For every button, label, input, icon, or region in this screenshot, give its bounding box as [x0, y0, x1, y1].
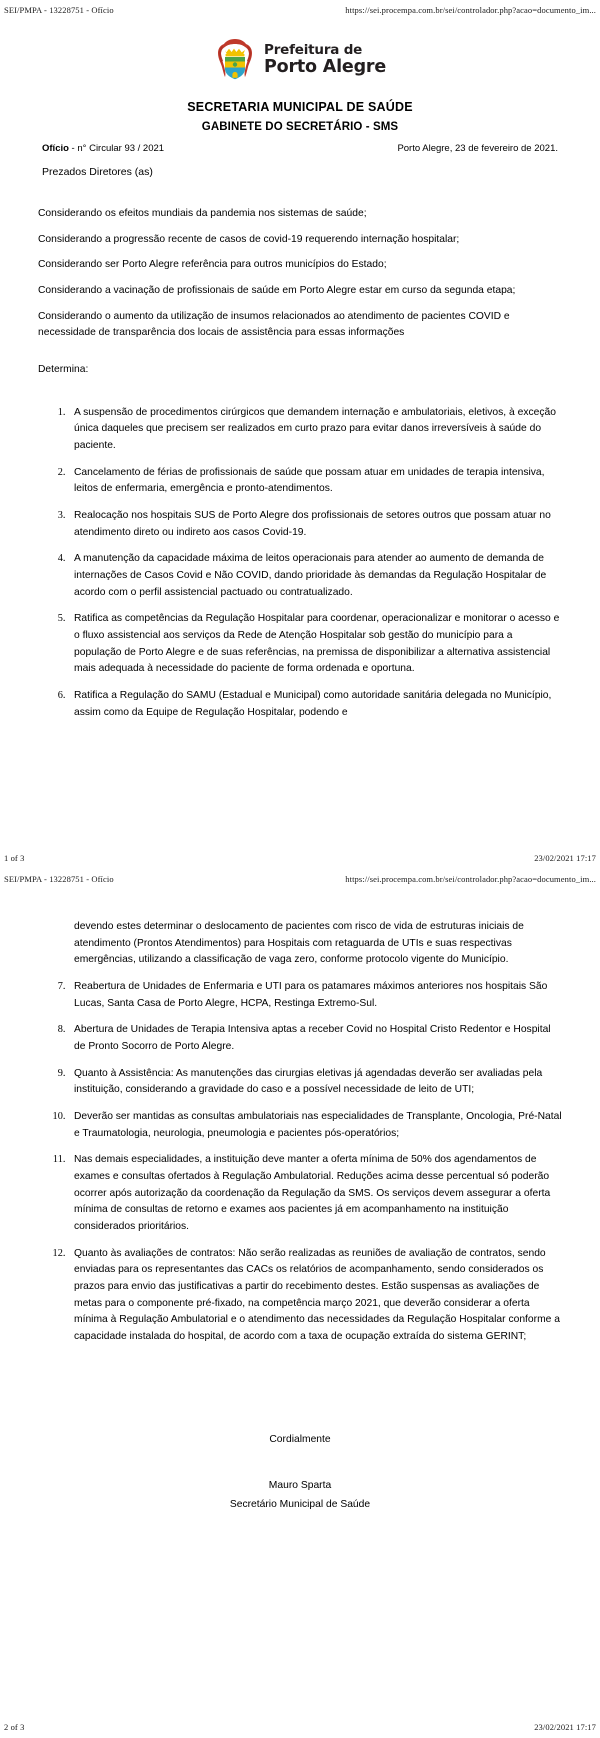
determination-item-8: 8. Abertura de Unidades de Terapia Intensiva aptas a receber Covid no Hospital Cristo Redentor e Hospital de Pronto Socorro de Porto Alegre.	[68, 1022, 562, 1055]
determinations-list-page-2	[38, 979, 562, 1346]
considerando-5: Considerando o aumento da utilização de insumos relacionados ao atendimento de pacientes COVID e necessidade de transparência dos locais de assistência para essas informações	[38, 310, 510, 339]
determination-item-11: 11. Nas demais especialidades, a instituição deve manter a oferta mínima de 50% dos agendamentos de exames e consultas ofertados à Regulação Ambulatorial. Reduções acima desse percentual só poderão ocorrer após autorização da coordenação da Regulação da SMS. Os serviços devem assegurar a oferta mínima de consultas de retorno e exames aos pacientes já em acompanhamento na instituição considerados prioritários.	[68, 1152, 562, 1235]
prefeitura-logo	[38, 34, 562, 86]
oficio-identifier	[42, 143, 164, 154]
document-content-page-1	[0, 34, 600, 731]
print-header-document-id-page-2: SEI/PMPA - 13228751 - Ofício	[4, 874, 114, 884]
print-header-page-2	[0, 874, 600, 884]
oficio-label: Ofício	[42, 143, 69, 154]
logo-line-1: Prefeitura de	[264, 42, 363, 58]
determination-item-7: 7. Reabertura de Unidades de Enfermaria e UTI para os patamares máximos anteriores nos hospitais São Lucas, Santa Casa de Porto Alegre, HCPA, Restinga Extremo-Sul.	[68, 979, 562, 1012]
place-and-date: Porto Alegre, 23 de fevereiro de 2021.	[397, 143, 558, 154]
determination-item-6-continuation: devendo estes determinar o deslocamento de pacientes com risco de vida de estruturas iniciais de atendimento (Prontos Atendimentos) para Hospitais com retaguarda de UTIs e suas respectivas emergências, utilizando a classificação de vaga zero, conforme protocolo vigente do Município.	[74, 921, 524, 966]
secretaria-title: SECRETARIA MUNICIPAL DE SAÚDE	[187, 100, 413, 114]
print-header-document-id: SEI/PMPA - 13228751 - Ofício	[4, 5, 114, 15]
signatory-name: Mauro Sparta	[268, 1480, 332, 1492]
determination-item-1: 1. A suspensão de procedimentos cirúrgicos que demandem internação e ambulatoriais, eletivos, à exceção única daqueles que precisem ser realizados em curto prazo para evitar danos irreversíveis à saúde do paciente.	[68, 405, 562, 455]
print-header-url-page-2: https://sei.procempa.com.br/sei/controlador.php?acao=documento_im...	[345, 874, 596, 884]
determination-item-6: 6. Ratifica a Regulação do SAMU (Estadual e Municipal) como autoridade sanitária delegada no Município, assim como da Equipe de Regulação Hospitalar, podendo e	[68, 688, 562, 721]
considerando-1: Considerando os efeitos mundiais da pandemia nos sistemas de saúde;	[38, 208, 367, 219]
determination-item-3: 3. Realocação nos hospitais SUS de Porto Alegre dos profissionais de setores outros que possam atuar no atendimento direto ou indireto aos casos Covid-19.	[68, 508, 562, 541]
document-content-page-2	[0, 919, 600, 1514]
determination-item-9: 9. Quanto à Assistência: As manutenções das cirurgias eletivas já agendadas deverão ser avaliadas pela instituição, considerando a gravidade do caso e a possível necessidade de leito de UTI;	[68, 1066, 562, 1099]
print-footer-page-1	[0, 853, 600, 863]
determinations-list-page-1	[38, 405, 562, 722]
gabinete-subtitle: GABINETE DO SECRETÁRIO - SMS	[201, 121, 399, 133]
considerando-3: Considerando ser Porto Alegre referência para outros municípios do Estado;	[38, 259, 387, 271]
determination-item-4: 4. A manutenção da capacidade máxima de leitos operacionais para atender ao aumento de demanda de internações de Casos Covid e Não COVID, dando prioridade às demandas da Regulação Hospitalar de acordo com o perfil assistencial pactuado ou contratualizado.	[68, 551, 562, 601]
determina-label: Determina:	[38, 364, 89, 376]
document-page-2	[0, 869, 600, 1738]
considerando-2: Considerando a progressão recente de casos de covid-19 requerendo internação hospitalar;	[38, 233, 460, 245]
print-header-url: https://sei.procempa.com.br/sei/controlador.php?acao=documento_im...	[345, 5, 596, 15]
determination-item-5: 5. Ratifica as competências da Regulação Hospitalar para coordenar, operacionalizar e monitorar o acesso e o fluxo assistencial aos serviços da Rede de Atenção Hospitalar sob gestão do município para a população de Porto Alegre e de suas referências, na premissa de disponibilizar a alternativa assistencial mais adequada à necessidade do paciente de forma ordenada e oportuna.	[68, 611, 562, 678]
page-number-page-2: 2 of 3	[4, 1722, 25, 1732]
oficio-number: - n° Circular 93 / 2021	[68, 143, 165, 154]
print-footer-page-2	[0, 1722, 600, 1732]
coat-of-arms-icon	[214, 36, 256, 84]
signatory-role: Secretário Municipal de Saúde	[229, 1499, 371, 1511]
print-timestamp-page-2: 23/02/2021 17:17	[534, 1722, 596, 1732]
print-timestamp-page-1: 23/02/2021 17:17	[534, 853, 596, 863]
prefeitura-logo-text	[264, 44, 386, 76]
page-number-page-1: 1 of 3	[4, 853, 25, 863]
print-header-page-1	[0, 5, 600, 15]
closing-salutation: Cordialmente	[269, 1433, 331, 1445]
considerando-4: Considerando a vacinação de profissionais de saúde em Porto Alegre estar em curso da segunda etapa;	[38, 285, 516, 297]
salutation: Prezados Diretores (as)	[42, 166, 153, 178]
logo-line-2: Porto Alegre	[264, 56, 386, 77]
oficio-meta-row	[38, 143, 562, 154]
determination-item-10: 10. Deverão ser mantidas as consultas ambulatoriais nas especialidades de Transplante, Oncologia, Pré-Natal e Traumatologia, neurologia, pneumologia e pacientes pós-operatórios;	[68, 1109, 562, 1142]
determination-item-12: 12. Quanto às avaliações de contratos: Não serão realizadas as reuniões de avaliação de contratos, sendo enviadas para os representantes das CACs os relatórios de acompanhamento, sendo considerados os prazos para envio das justificativas a partir do recebimento destes. Estão suspensas as avaliações de metas para o componente pré-fixado, na competência março 2021, que deverão considerar a oferta mínima à Regulação Ambulatorial e o atendimento das necessidades da Regulação Hospitalar conforme a capacidade instalada do hospital, de acordo com a taxa de ocupação extraída do sistema GERINT;	[68, 1246, 562, 1346]
signature-block	[38, 1432, 562, 1514]
determination-item-2: 2. Cancelamento de férias de profissionais de saúde que possam atuar em unidades de terapia intensiva, leitos de enfermaria, emergência e pronto-atendimentos.	[68, 465, 562, 498]
